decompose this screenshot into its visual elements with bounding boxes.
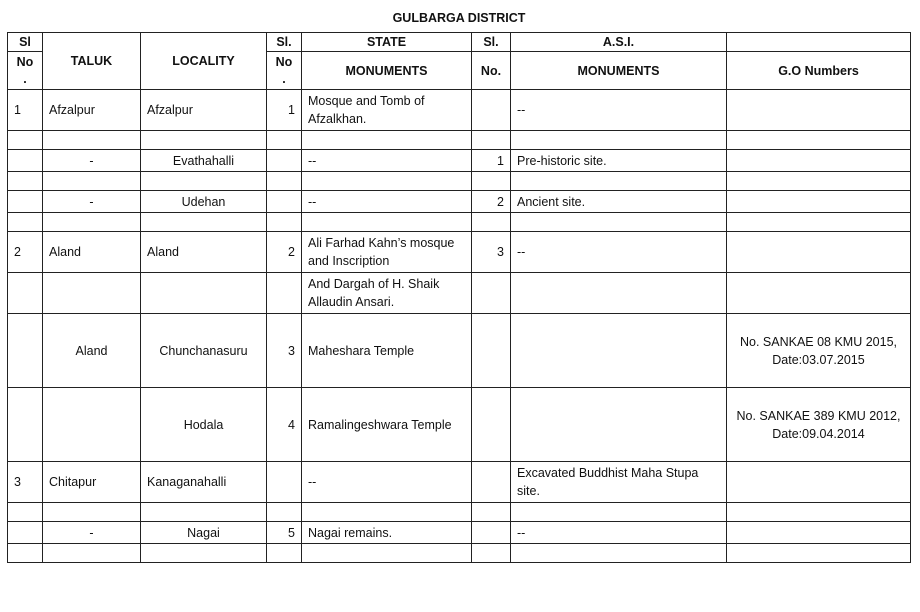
header-asi-sl-top: Sl. xyxy=(472,33,511,52)
cell-sl-no xyxy=(8,522,43,544)
table-row xyxy=(8,213,911,232)
header-asi-monuments: MONUMENTS xyxy=(511,52,727,90)
cell-asi-sl-no xyxy=(472,544,511,563)
cell-sl-no xyxy=(8,273,43,314)
table-row xyxy=(8,273,911,314)
cell-state-monument: -- xyxy=(302,150,472,172)
cell-state-sl-no xyxy=(267,150,302,172)
cell-locality xyxy=(141,213,267,232)
cell-sl-no xyxy=(8,314,43,388)
table-row xyxy=(8,150,911,172)
cell-state-sl-no xyxy=(267,191,302,213)
cell-asi-monument: Pre-historic site. xyxy=(511,150,727,172)
cell-sl-no xyxy=(8,213,43,232)
cell-state-monument: Mosque and Tomb of Afzalkhan. xyxy=(302,90,472,131)
cell-go-number xyxy=(727,503,911,522)
cell-asi-sl-no xyxy=(472,90,511,131)
cell-go-number xyxy=(727,232,911,273)
cell-asi-monument xyxy=(511,213,727,232)
cell-sl-no xyxy=(8,191,43,213)
cell-go-number: No. SANKAE 08 KMU 2015, Date:03.07.2015 xyxy=(727,314,911,388)
cell-sl-no xyxy=(8,150,43,172)
cell-asi-sl-no: 1 xyxy=(472,150,511,172)
table-row xyxy=(8,131,911,150)
table-row xyxy=(8,503,911,522)
cell-asi-sl-no xyxy=(472,273,511,314)
cell-locality xyxy=(141,131,267,150)
cell-asi-sl-no xyxy=(472,388,511,462)
header-go-numbers: G.O Numbers xyxy=(727,52,911,90)
cell-go-number xyxy=(727,90,911,131)
cell-taluk: - xyxy=(43,150,141,172)
monuments-table xyxy=(7,4,911,563)
page-title: GULBARGA DISTRICT xyxy=(392,11,526,25)
cell-asi-monument xyxy=(511,131,727,150)
cell-state-sl-no: 4 xyxy=(267,388,302,462)
header-taluk: TALUK xyxy=(43,33,141,90)
cell-locality: Kanaganahalli xyxy=(141,462,267,503)
cell-locality: Evathahalli xyxy=(141,150,267,172)
table-row xyxy=(8,462,911,503)
table-row xyxy=(8,90,911,131)
cell-asi-sl-no xyxy=(472,462,511,503)
cell-taluk xyxy=(43,131,141,150)
cell-state-sl-no xyxy=(267,172,302,191)
cell-locality xyxy=(141,172,267,191)
cell-locality: Afzalpur xyxy=(141,90,267,131)
cell-locality: Chunchanasuru xyxy=(141,314,267,388)
cell-state-sl-no xyxy=(267,213,302,232)
cell-taluk xyxy=(43,503,141,522)
cell-go-number xyxy=(727,522,911,544)
cell-asi-sl-no xyxy=(472,213,511,232)
cell-asi-sl-no: 2 xyxy=(472,191,511,213)
header-row-top xyxy=(8,33,911,52)
cell-asi-sl-no xyxy=(472,503,511,522)
header-state-monuments: MONUMENTS xyxy=(302,52,472,90)
cell-go-number xyxy=(727,544,911,563)
cell-asi-sl-no xyxy=(472,522,511,544)
header-sl-no-bottom: No . xyxy=(8,52,43,90)
cell-state-monument: And Dargah of H. Shaik Allaudin Ansari. xyxy=(302,273,472,314)
cell-state-sl-no: 1 xyxy=(267,90,302,131)
cell-state-monument: Maheshara Temple xyxy=(302,314,472,388)
cell-state-monument xyxy=(302,172,472,191)
cell-asi-monument xyxy=(511,314,727,388)
cell-taluk: Chitapur xyxy=(43,462,141,503)
cell-asi-sl-no xyxy=(472,314,511,388)
cell-state-sl-no xyxy=(267,273,302,314)
cell-state-sl-no xyxy=(267,544,302,563)
cell-state-sl-no: 2 xyxy=(267,232,302,273)
cell-asi-monument xyxy=(511,172,727,191)
cell-state-monument xyxy=(302,503,472,522)
cell-state-sl-no: 5 xyxy=(267,522,302,544)
cell-locality xyxy=(141,544,267,563)
cell-state-monument: Ali Farhad Kahn’s mosque and Inscription xyxy=(302,232,472,273)
cell-go-number xyxy=(727,172,911,191)
cell-taluk: Afzalpur xyxy=(43,90,141,131)
cell-sl-no: 2 xyxy=(8,232,43,273)
cell-locality xyxy=(141,503,267,522)
cell-go-number xyxy=(727,131,911,150)
header-asi: A.S.I. xyxy=(511,33,727,52)
cell-asi-monument: -- xyxy=(511,522,727,544)
cell-sl-no: 1 xyxy=(8,90,43,131)
cell-state-monument: Ramalingeshwara Temple xyxy=(302,388,472,462)
cell-sl-no xyxy=(8,503,43,522)
cell-state-monument xyxy=(302,213,472,232)
cell-locality: Hodala xyxy=(141,388,267,462)
table-row xyxy=(8,388,911,462)
cell-state-sl-no xyxy=(267,503,302,522)
table-row xyxy=(8,191,911,213)
cell-state-sl-no: 3 xyxy=(267,314,302,388)
cell-taluk xyxy=(43,172,141,191)
cell-state-monument: -- xyxy=(302,462,472,503)
cell-go-number: No. SANKAE 389 KMU 2012, Date:09.04.2014 xyxy=(727,388,911,462)
cell-asi-sl-no xyxy=(472,172,511,191)
header-empty xyxy=(727,33,911,52)
cell-go-number xyxy=(727,191,911,213)
cell-taluk xyxy=(43,273,141,314)
table-row xyxy=(8,232,911,273)
cell-asi-sl-no xyxy=(472,131,511,150)
cell-go-number xyxy=(727,462,911,503)
cell-taluk: - xyxy=(43,522,141,544)
cell-sl-no xyxy=(8,131,43,150)
cell-locality: Aland xyxy=(141,232,267,273)
cell-taluk: - xyxy=(43,191,141,213)
cell-taluk: Aland xyxy=(43,314,141,388)
cell-taluk xyxy=(43,388,141,462)
cell-asi-sl-no: 3 xyxy=(472,232,511,273)
cell-asi-monument xyxy=(511,503,727,522)
cell-state-monument xyxy=(302,131,472,150)
cell-asi-monument: -- xyxy=(511,232,727,273)
cell-sl-no xyxy=(8,172,43,191)
cell-state-sl-no xyxy=(267,462,302,503)
cell-state-sl-no xyxy=(267,131,302,150)
cell-state-monument xyxy=(302,544,472,563)
cell-locality xyxy=(141,273,267,314)
header-locality: LOCALITY xyxy=(141,33,267,90)
header-state-sl-top: Sl. xyxy=(267,33,302,52)
table-row xyxy=(8,544,911,563)
header-state-sl-bottom: No . xyxy=(267,52,302,90)
cell-go-number xyxy=(727,150,911,172)
cell-asi-monument: Ancient site. xyxy=(511,191,727,213)
cell-sl-no: 3 xyxy=(8,462,43,503)
cell-go-number xyxy=(727,273,911,314)
cell-taluk: Aland xyxy=(43,232,141,273)
cell-asi-monument xyxy=(511,388,727,462)
cell-state-monument: Nagai remains. xyxy=(302,522,472,544)
cell-locality: Udehan xyxy=(141,191,267,213)
cell-asi-monument xyxy=(511,544,727,563)
cell-sl-no xyxy=(8,388,43,462)
header-state: STATE xyxy=(302,33,472,52)
cell-locality: Nagai xyxy=(141,522,267,544)
table-row xyxy=(8,314,911,388)
header-sl-no-top: Sl xyxy=(8,33,43,52)
table-row xyxy=(8,172,911,191)
header-asi-sl-bottom: No. xyxy=(472,52,511,90)
cell-taluk xyxy=(43,213,141,232)
cell-asi-monument xyxy=(511,273,727,314)
cell-state-monument: -- xyxy=(302,191,472,213)
cell-asi-monument: Excavated Buddhist Maha Stupa site. xyxy=(511,462,727,503)
cell-sl-no xyxy=(8,544,43,563)
cell-asi-monument: -- xyxy=(511,90,727,131)
cell-go-number xyxy=(727,213,911,232)
table-row xyxy=(8,522,911,544)
cell-taluk xyxy=(43,544,141,563)
